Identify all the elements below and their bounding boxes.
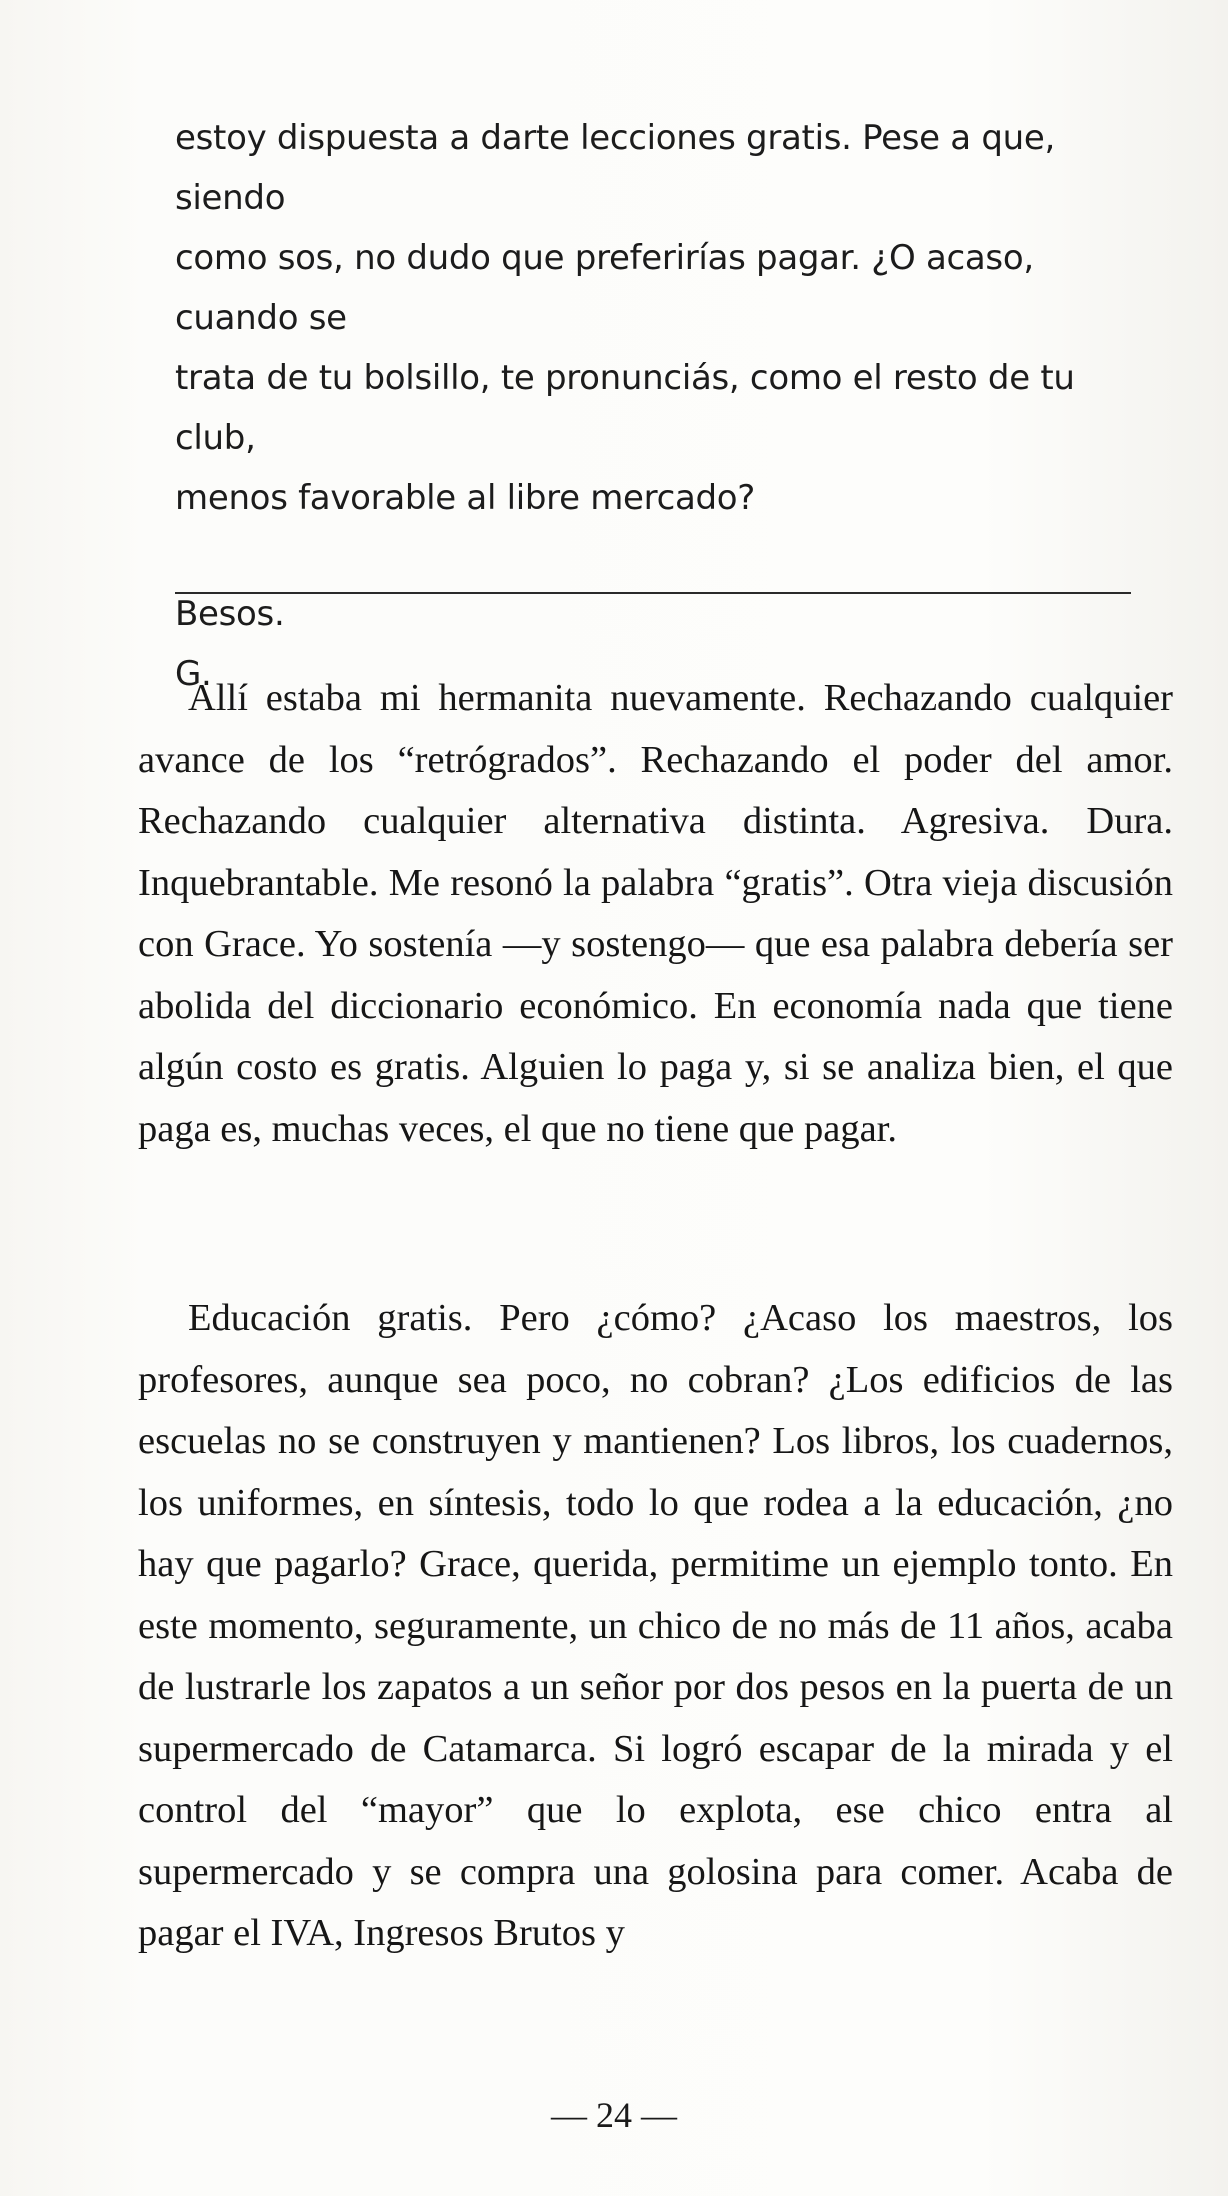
body-paragraph-1 — [138, 668, 1173, 1160]
body-paragraph-2 — [138, 1288, 1173, 1965]
letter-line: estoy dispuesta a darte lecciones gratis. Pese a que, siendo — [175, 118, 1056, 218]
letter-line: trata de tu bolsillo, te pronunciás, como el resto de tu club, — [175, 358, 1075, 458]
letter-line: como sos, no dudo que preferirías pagar. ¿O acaso, cuando se — [175, 238, 1034, 338]
paragraph-text: Allí estaba mi hermanita nuevamente. Rechazando cualquier avance de los “retrógrados”. Rechazando el poder del amor. Rechazando cualquier alternativa distinta. Agresiva. Dura. Inquebrantable. Me resonó la palabra “gratis”. Otra vieja discusión con Grace. Yo sostenía —y sostengo— que esa palabra debería ser abolida del diccionario económico. En economía nada que tiene algún costo es gratis. Alguien lo paga y, si se analiza bien, el que paga es, muchas veces, el que no tiene que pagar. — [138, 677, 1173, 1150]
letter-signature: G. — [175, 654, 212, 694]
paragraph-text: Educación gratis. Pero ¿cómo? ¿Acaso los maestros, los profesores, aunque sea poco, no cobran? ¿Los edificios de las escuelas no se construyen y mantienen? Los libros, los cuadernos, los uniformes, en síntesis, todo lo que rodea a la educación, ¿no hay que pagarlo? Grace, querida, permitime un ejemplo tonto. En este momento, seguramente, un chico de no más de 11 años, acaba de lustrarle los zapatos a un señor por dos pesos en la puerta de un supermercado de Catamarca. Si logró escapar de la mirada y el control del “mayor” que lo explota, ese chico entra al supermercado y se compra una golosina para comer. Acaba de pagar el IVA, Ingresos Brutos y — [138, 1297, 1173, 1954]
letter-closing: Besos. — [175, 594, 285, 634]
page-number: — 24 — — [551, 2095, 677, 2135]
section-divider — [175, 592, 1131, 594]
letter-excerpt — [175, 108, 1135, 704]
letter-line: menos favorable al libre mercado? — [175, 478, 756, 518]
